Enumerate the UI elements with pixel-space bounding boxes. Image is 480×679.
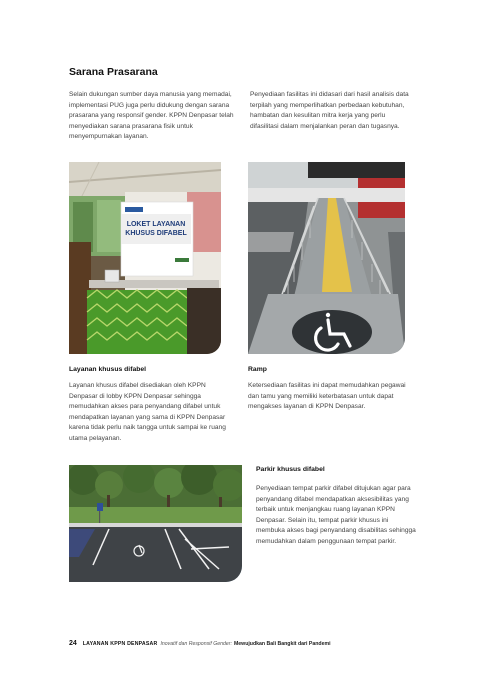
facility-text-ramp: Ketersediaan fasilitas ini dapat memudahkan pegawai dan tamu yang memiliki keterbatasan untuk dapat mengakses layanan di KPPN Denpasar. [248,382,406,411]
disabled-service-counter-photo [69,162,221,354]
disabled-parking-photo [69,465,242,582]
page-footer [69,640,331,647]
footer-office-name: LAYANAN KPPN DENPASAR [82,641,158,647]
intro-paragraph-right: Penyediaan fasilitas ini didasari dari hasil analisis data terpilah yang memperlihatkan perbedaan kebutuhan, hambatan dan kesulitan mitra kerja yang perlu difasilitasi dalam menjalankan peran dan tugasnya. [250,91,409,130]
ramp-photo [248,162,405,354]
intro-paragraph-left: Selain dukungan sumber daya manusia yang memadai, implementasi PUG juga perlu didukung dengan sarana prasarana yang responsif gender. KPPN Denpasar telah menyediakan sarana prasarana fisik untuk menyempurnakan layanan. [69,91,234,141]
facility-text-counter: Layanan khusus difabel disediakan oleh KPPN Denpasar di lobby KPPN Denpasar sehingga memudahkan akses para penyandang difabel untuk mendapatkan layanan yang sama di KPPN Denpasar karena tidak perlu naik tangga untuk sampai ke ruang utama pelayanan. [69,382,226,442]
page-title: Sarana Prasarana [69,66,158,78]
facility-text-parking: Penyediaan tempat parkir difabel ditujukan agar para penyandang difabel mendapatkan aksesibilitas yang terbaik untuk menjangkau ruang layanan KPPN Denpasar. Selain itu, tempat parkir khusus ini membuka akses bagi penyandang disabilitas sehingga memudahkan dalam penggunaan tempat parkir. [256,485,416,545]
facility-title-parking: Parkir khusus difabel [256,466,325,473]
counter-sign-line-2: KHUSUS DIFABEL [125,230,187,237]
footer-tagline: Inovatif dan Responsif Gender: [160,641,232,647]
facility-title-counter: Layanan khusus difabel [69,366,147,373]
facility-title-ramp: Ramp [248,366,267,373]
footer-theme: Mewujudkan Bali Bangkit dari Pandemi [233,641,331,647]
page-number: 24 [69,640,77,647]
counter-sign-line-1: LOKET LAYANAN [126,221,186,228]
